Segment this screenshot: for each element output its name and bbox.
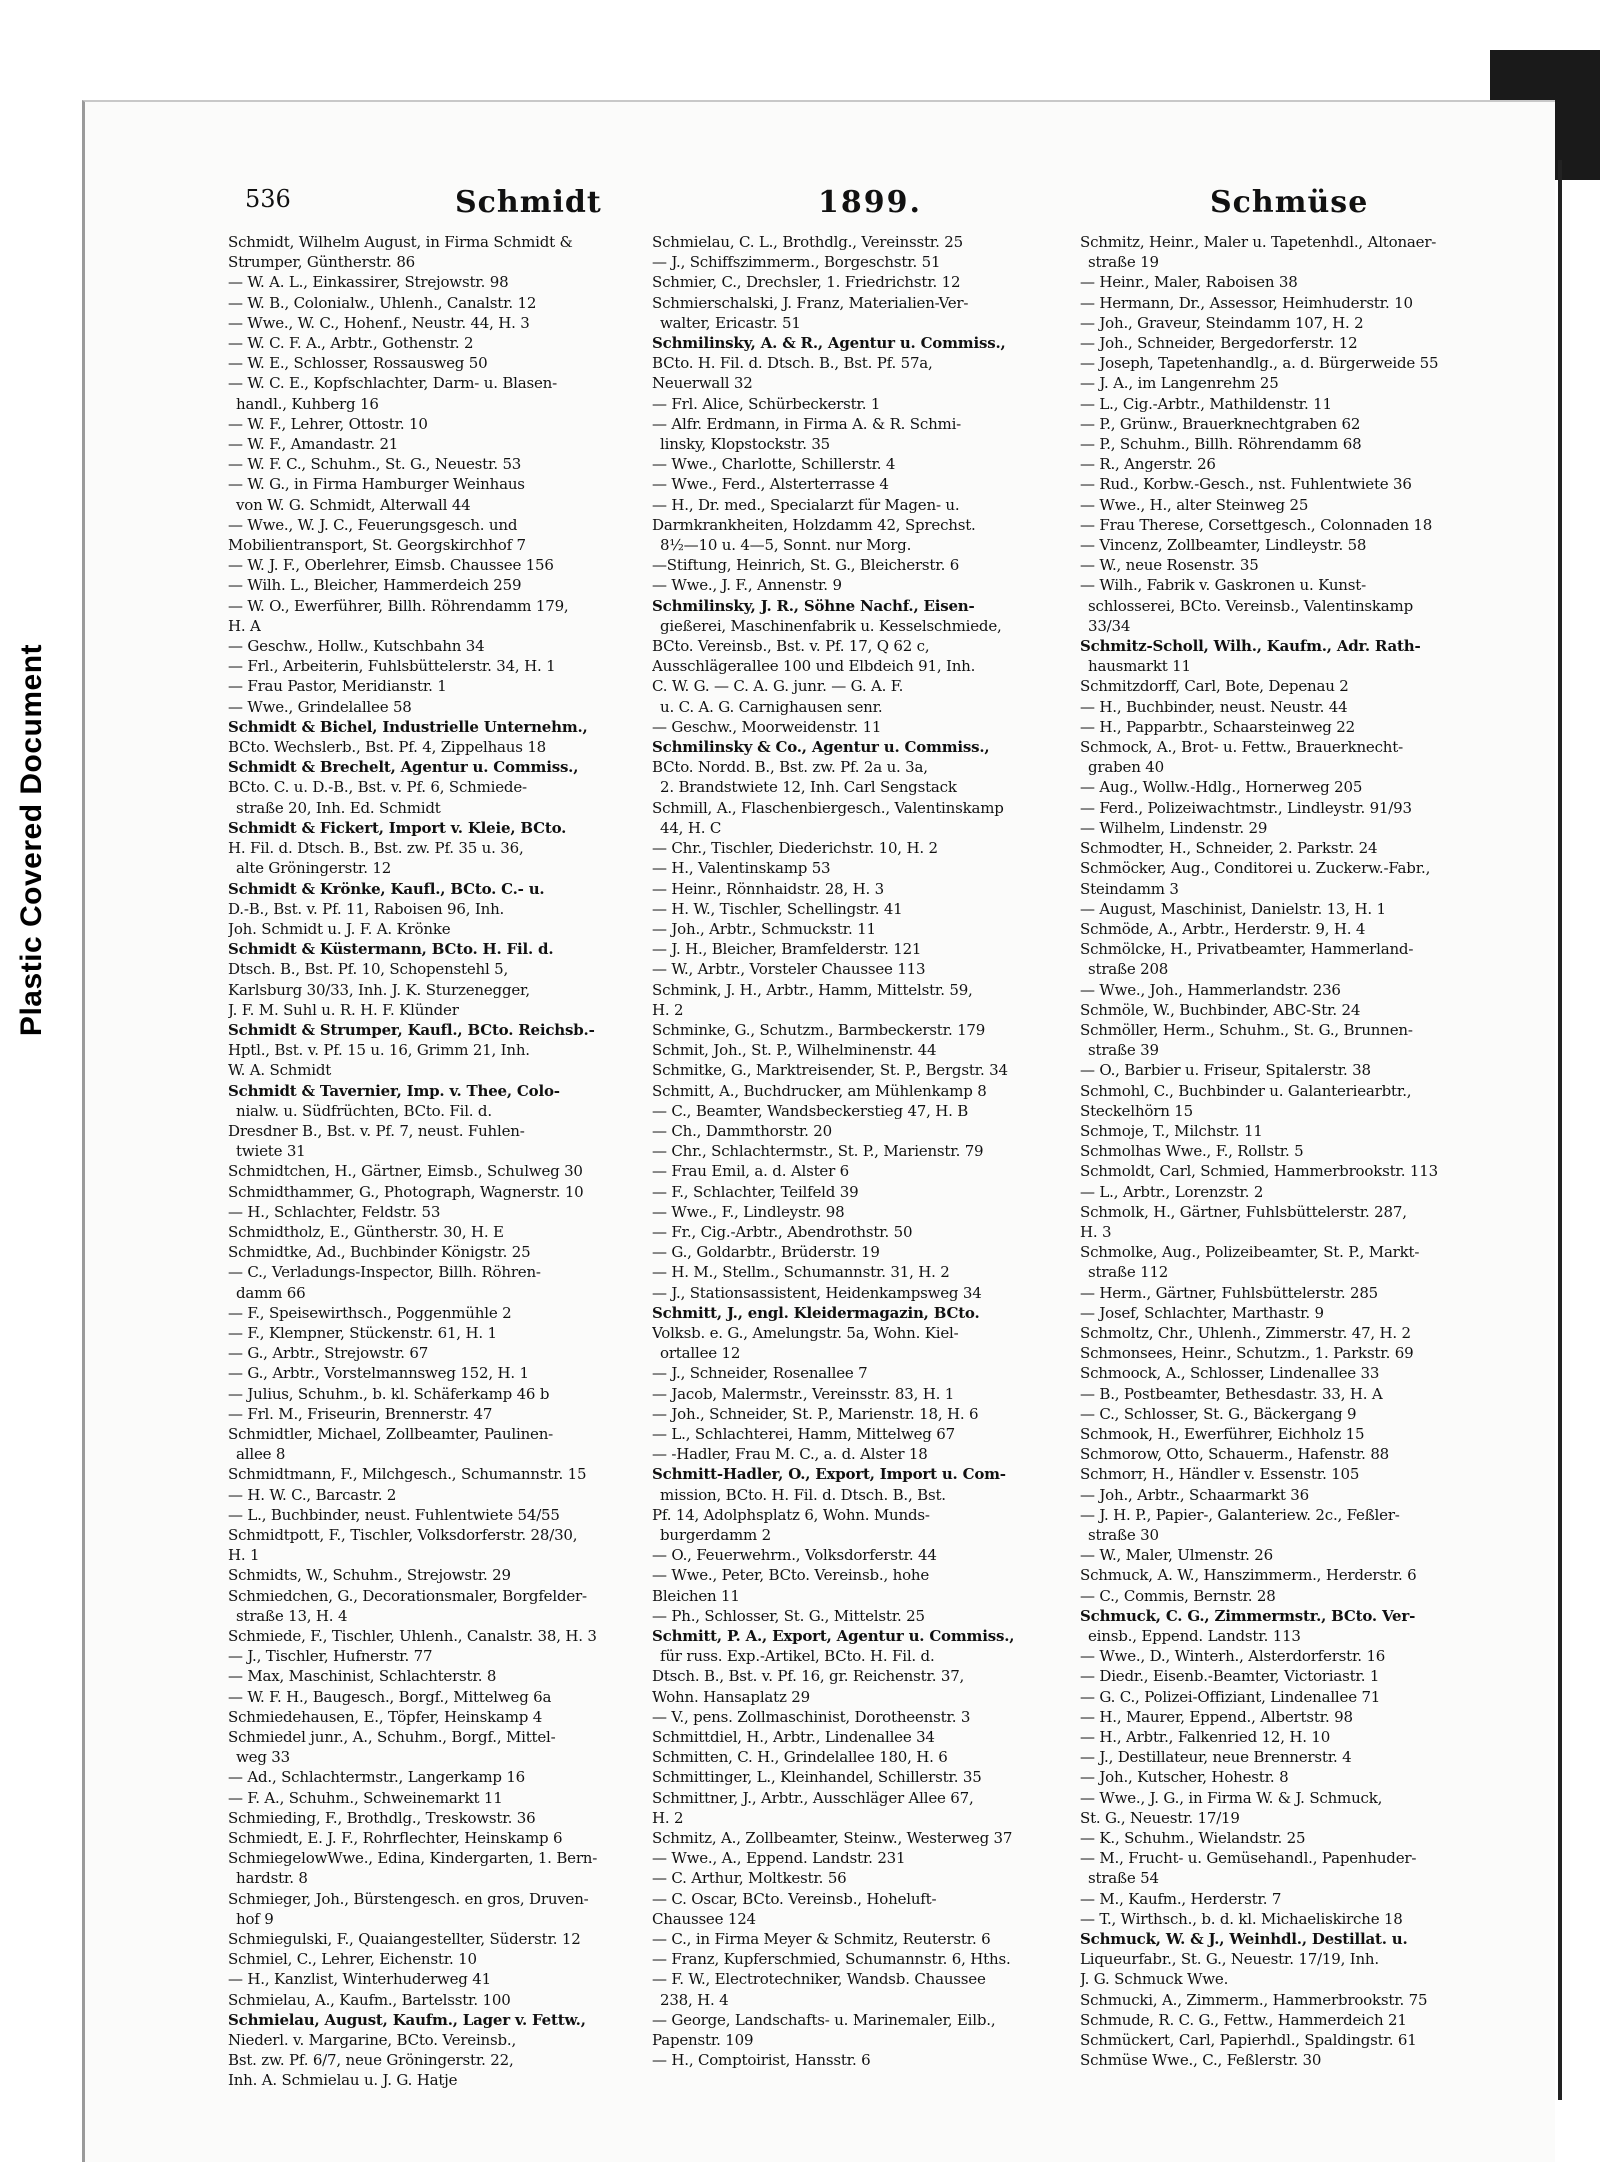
directory-entry-line: — -Hadler, Frau M. C., a. d. Alster 18 xyxy=(652,1445,928,1464)
directory-entry-firm: Schmitt, P. A., Export, Agentur u. Commiss., xyxy=(652,1627,1015,1646)
directory-entry-line: BCto. Vereinsb., Bst. v. Pf. 17, Q 62 c, xyxy=(652,637,930,656)
directory-entry-line: Schmidtler, Michael, Zollbeamter, Paulinen- xyxy=(228,1424,554,1443)
directory-entry-line: Schmöcker, Aug., Conditorei u. Zuckerw.-Fabr., xyxy=(1080,859,1431,878)
directory-entry-line: Karlsburg 30/33, Inh. J. K. Sturzenegger, xyxy=(228,980,530,999)
directory-entry-line: Schmidthammer, G., Photograph, Wagnerstr. 10 xyxy=(228,1182,584,1201)
directory-entry-line: Schmude, R. C. G., Fettw., Hammerdeich 21 xyxy=(1080,2010,1407,2029)
directory-entry-line: — Wwe., Ferd., Alsterterrasse 4 xyxy=(652,475,889,494)
directory-entry-line: — Wwe., Grindelallee 58 xyxy=(228,697,412,716)
directory-entry-line: — H. W., Tischler, Schellingstr. 41 xyxy=(652,899,903,918)
directory-entry-line: einsb., Eppend. Landstr. 113 xyxy=(1088,1627,1301,1646)
directory-entry-line: — Wwe., F., Lindleystr. 98 xyxy=(652,1202,845,1221)
directory-entry-line: — Wwe., H., alter Steinweg 25 xyxy=(1080,495,1309,514)
directory-entry-line: Schmiel, C., Lehrer, Eichenstr. 10 xyxy=(228,1950,477,1969)
directory-entry-line: — H., Dr. med., Specialarzt für Magen- u. xyxy=(652,495,960,514)
directory-entry-line: — C., Verladungs-Inspector, Billh. Röhren- xyxy=(228,1263,541,1282)
directory-entry-line: — F. A., Schuhm., Schweinemarkt 11 xyxy=(228,1788,503,1807)
directory-entry-line: — V., pens. Zollmaschinist, Dorotheenstr. 3 xyxy=(652,1707,971,1726)
directory-entry-line: Bst. zw. Pf. 6/7, neue Gröningerstr. 22, xyxy=(228,2051,514,2070)
directory-entry-line: Schmöle, W., Buchbinder, ABC-Str. 24 xyxy=(1080,1000,1361,1019)
directory-entry-line: — W., Maler, Ulmenstr. 26 xyxy=(1080,1546,1273,1565)
directory-entry-line: — B., Postbeamter, Bethesdastr. 33, H. A xyxy=(1080,1384,1383,1403)
directory-entry-line: Schmorow, Otto, Schauerm., Hafenstr. 88 xyxy=(1080,1445,1390,1464)
directory-column-2 xyxy=(652,232,1092,2112)
directory-entry-line: BCto. H. Fil. d. Dtsch. B., Bst. Pf. 57a, xyxy=(652,354,933,373)
directory-entry-line: für russ. Exp.-Artikel, BCto. H. Fil. d. xyxy=(660,1647,935,1666)
directory-entry-line: — F., Speisewirthsch., Poggenmühle 2 xyxy=(228,1303,512,1322)
directory-entry-line: Schmitke, G., Marktreisender, St. P., Bergstr. 34 xyxy=(652,1061,1008,1080)
directory-entry-line: Schmoltz, Chr., Uhlenh., Zimmerstr. 47, H. 2 xyxy=(1080,1323,1411,1342)
directory-entry-line: — L., Buchbinder, neust. Fuhlentwiete 54/55 xyxy=(228,1505,560,1524)
directory-entry-line: straße 13, H. 4 xyxy=(236,1606,348,1625)
directory-entry-line: — Hermann, Dr., Assessor, Heimhuderstr. 10 xyxy=(1080,293,1413,312)
directory-entry-line: straße 20, Inh. Ed. Schmidt xyxy=(236,798,441,817)
directory-entry-line: — W., neue Rosenstr. 35 xyxy=(1080,556,1259,575)
directory-entry-line: — P., Schuhm., Billh. Röhrendamm 68 xyxy=(1080,435,1362,454)
directory-entry-line: straße 39 xyxy=(1088,1041,1159,1060)
directory-entry-line: Bleichen 11 xyxy=(652,1586,740,1605)
directory-entry-line: Schmittner, J., Arbtr., Ausschläger Allee 67, xyxy=(652,1788,974,1807)
directory-entry-line: Wohn. Hansaplatz 29 xyxy=(652,1687,810,1706)
directory-entry-line: 44, H. C xyxy=(660,818,722,837)
directory-entry-line: — Geschw., Hollw., Kutschbahn 34 xyxy=(228,637,485,656)
directory-entry-line: Schmohl, C., Buchbinder u. Galanteriearbtr., xyxy=(1080,1081,1412,1100)
directory-entry-line: Schmill, A., Flaschenbiergesch., Valentinskamp xyxy=(652,798,1004,817)
page-header xyxy=(160,185,1510,225)
directory-entry-line: — H., Buchbinder, neust. Neustr. 44 xyxy=(1080,697,1348,716)
directory-entry-line: — T., Wirthsch., b. d. kl. Michaeliskirche 18 xyxy=(1080,1909,1403,1928)
directory-entry-line: — Wwe., J. F., Annenstr. 9 xyxy=(652,576,842,595)
directory-entry-line: — H., Kanzlist, Winterhuderweg 41 xyxy=(228,1970,491,1989)
directory-entry-firm: Schmidt & Strumper, Kaufl., BCto. Reichsb.- xyxy=(228,1020,595,1039)
directory-entry-line: mission, BCto. H. Fil. d. Dtsch. B., Bst. xyxy=(660,1485,946,1504)
directory-entry-line: twiete 31 xyxy=(236,1142,306,1161)
directory-entry-line: — Joseph, Tapetenhandlg., a. d. Bürgerweide 55 xyxy=(1080,354,1439,373)
directory-entry-line: — Wwe., A., Eppend. Landstr. 231 xyxy=(652,1849,906,1868)
directory-entry-line: — W. F., Lehrer, Ottostr. 10 xyxy=(228,414,428,433)
directory-entry-line: Neuerwall 32 xyxy=(652,374,753,393)
directory-entry-line: — K., Schuhm., Wielandstr. 25 xyxy=(1080,1829,1306,1848)
directory-entry-line: Schmuck, A. W., Hanszimmerm., Herderstr. 6 xyxy=(1080,1566,1417,1585)
directory-entry-line: straße 112 xyxy=(1088,1263,1169,1282)
directory-entry-line: Schmiedehausen, E., Töpfer, Heinskamp 4 xyxy=(228,1707,543,1726)
directory-entry-line: ortallee 12 xyxy=(660,1344,741,1363)
directory-entry-line: Schmiedchen, G., Decorationsmaler, Borgfelder- xyxy=(228,1586,587,1605)
directory-entry-line: Schmückert, Carl, Papierhdl., Spaldingstr. 61 xyxy=(1080,2031,1417,2050)
directory-entry-firm: Schmitt-Hadler, O., Export, Import u. Com- xyxy=(652,1465,1006,1484)
directory-entry-line: Schmierschalski, J. Franz, Materialien-Ver- xyxy=(652,293,969,312)
directory-entry-line: Schmiedt, E. J. F., Rohrflechter, Heinskamp 6 xyxy=(228,1829,563,1848)
directory-entry-line: Schmonsees, Heinr., Schutzm., 1. Parkstr. 69 xyxy=(1080,1344,1414,1363)
directory-entry-line: — C., Beamter, Wandsbeckerstieg 47, H. B xyxy=(652,1101,969,1120)
directory-entry-line: — J. H. P., Papier-, Galanteriew. 2c., Feßler- xyxy=(1080,1505,1400,1524)
directory-entry-line: Schmitz, Heinr., Maler u. Tapetenhdl., Altonaer- xyxy=(1080,233,1437,251)
directory-column-1 xyxy=(228,232,668,2112)
directory-entry-line: Schmier, C., Drechsler, 1. Friedrichstr. 12 xyxy=(652,273,961,292)
directory-entry-line: SchmiegelowWwe., Edina, Kindergarten, 1. Bern- xyxy=(228,1849,598,1868)
directory-entry-line: — J., Tischler, Hufnerstr. 77 xyxy=(228,1647,433,1666)
directory-entry-line: — W. F. H., Baugesch., Borgf., Mittelweg 6a xyxy=(228,1687,552,1706)
directory-entry-line: — C., in Firma Meyer & Schmitz, Reuterstr. 6 xyxy=(652,1930,991,1949)
directory-entry-line: H. Fil. d. Dtsch. B., Bst. zw. Pf. 35 u. 36, xyxy=(228,839,524,858)
directory-entry-firm: Schmidt & Tavernier, Imp. v. Thee, Colo- xyxy=(228,1081,560,1100)
directory-entry-line: Schmieding, F., Brothdlg., Treskowstr. 36 xyxy=(228,1808,536,1827)
directory-entry-line: Dtsch. B., Bst. v. Pf. 16, gr. Reichenstr. 37, xyxy=(652,1667,965,1686)
directory-entry-line: — Joh., Kutscher, Hohestr. 8 xyxy=(1080,1768,1289,1787)
directory-entry-line: — M., Frucht- u. Gemüsehandl., Papenhuder- xyxy=(1080,1849,1417,1868)
directory-entry-line: Schmitz, A., Zollbeamter, Steinw., Westerweg 37 xyxy=(652,1829,1013,1848)
directory-entry-line: Schmittinger, L., Kleinhandel, Schillerstr. 35 xyxy=(652,1768,982,1787)
directory-entry-line: — H., Schlachter, Feldstr. 53 xyxy=(228,1202,441,1221)
directory-entry-line: — Herm., Gärtner, Fuhlsbüttelerstr. 285 xyxy=(1080,1283,1379,1302)
directory-entry-line: — H., Papparbtr., Schaarsteinweg 22 xyxy=(1080,717,1355,736)
directory-entry-firm: Schmitz-Scholl, Wilh., Kaufm., Adr. Rath- xyxy=(1080,637,1421,656)
directory-entry-line: Steindamm 3 xyxy=(1080,879,1179,898)
directory-entry-line: — C. Arthur, Moltkestr. 56 xyxy=(652,1869,847,1888)
directory-entry-line: — G., Goldarbtr., Brüderstr. 19 xyxy=(652,1243,880,1262)
directory-entry-line: Schmidtholz, E., Güntherstr. 30, H. E xyxy=(228,1222,504,1241)
directory-entry-line: — G., Arbtr., Strejowstr. 67 xyxy=(228,1344,429,1363)
directory-entry-line: handl., Kuhberg 16 xyxy=(236,394,379,413)
directory-entry-line: — Frau Therese, Corsettgesch., Colonnaden 18 xyxy=(1080,515,1433,534)
directory-entry-line: — Wwe., D., Winterh., Alsterdorferstr. 16 xyxy=(1080,1647,1386,1666)
directory-entry-line: Schmolhas Wwe., F., Rollstr. 5 xyxy=(1080,1142,1304,1161)
directory-entry-line: — W. A. L., Einkassirer, Strejowstr. 98 xyxy=(228,273,509,292)
directory-entry-line: Schmöde, A., Arbtr., Herderstr. 9, H. 4 xyxy=(1080,919,1366,938)
directory-entry-line: — F. W., Electrotechniker, Wandsb. Chaussee xyxy=(652,1970,986,1989)
directory-entry-line: C. W. G. — C. A. G. junr. — G. A. F. xyxy=(652,677,904,696)
directory-entry-line: Inh. A. Schmielau u. J. G. Hatje xyxy=(228,2071,458,2090)
directory-entry-line: — J., Schiffszimmerm., Borgeschstr. 51 xyxy=(652,253,941,272)
directory-entry-line: — O., Feuerwehrm., Volksdorferstr. 44 xyxy=(652,1546,937,1565)
directory-entry-line: Schmöller, Herm., Schuhm., St. G., Brunnen- xyxy=(1080,1020,1413,1039)
directory-entry-line: gießerei, Maschinenfabrik u. Kesselschmiede, xyxy=(660,616,1002,635)
directory-entry-line: — George, Landschafts- u. Marinemaler, Eilb., xyxy=(652,2010,996,2029)
directory-entry-line: — W., Arbtr., Vorsteler Chaussee 113 xyxy=(652,960,926,979)
directory-entry-line: — M., Kaufm., Herderstr. 7 xyxy=(1080,1889,1282,1908)
directory-entry-line: 33/34 xyxy=(1088,616,1131,635)
directory-entry-line: — R., Angerstr. 26 xyxy=(1080,455,1216,474)
directory-entry-line: — H., Valentinskamp 53 xyxy=(652,859,831,878)
directory-entry-line: — L., Schlachterei, Hamm, Mittelweg 67 xyxy=(652,1424,955,1443)
directory-entry-line: — J., Stationsassistent, Heidenkampsweg 34 xyxy=(652,1283,982,1302)
directory-entry-line: — L., Cig.-Arbtr., Mathildenstr. 11 xyxy=(1080,394,1332,413)
directory-entry-line: — C., Commis, Bernstr. 28 xyxy=(1080,1586,1276,1605)
directory-entry-line: — Franz, Kupferschmied, Schumannstr. 6, Hths. xyxy=(652,1950,1011,1969)
directory-entry-line: Schmölcke, H., Privatbeamter, Hammerland- xyxy=(1080,940,1414,959)
directory-entry-line: — Frl. M., Friseurin, Brennerstr. 47 xyxy=(228,1404,493,1423)
directory-entry-line: — Fr., Cig.-Arbtr., Abendrothstr. 50 xyxy=(652,1222,913,1241)
directory-entry-line: — Aug., Wollw.-Hdlg., Hornerweg 205 xyxy=(1080,778,1363,797)
directory-entry-line: H. 3 xyxy=(1080,1222,1112,1241)
directory-entry-line: — Jacob, Malermstr., Vereinsstr. 83, H. 1 xyxy=(652,1384,955,1403)
directory-entry-line: Schmidtke, Ad., Buchbinder Königstr. 25 xyxy=(228,1243,531,1262)
directory-entry-line: — J. H., Bleicher, Bramfelderstr. 121 xyxy=(652,940,922,959)
directory-entry-line: — J., Schneider, Rosenallee 7 xyxy=(652,1364,868,1383)
directory-entry-line: — Diedr., Eisenb.-Beamter, Victoriastr. 1 xyxy=(1080,1667,1380,1686)
directory-entry-line: — W. G., in Firma Hamburger Weinhaus xyxy=(228,475,525,494)
directory-entry-line: Schmidtchen, H., Gärtner, Eimsb., Schulweg 30 xyxy=(228,1162,583,1181)
directory-entry-line: damm 66 xyxy=(236,1283,306,1302)
directory-entry-line: Ausschlägerallee 100 und Elbdeich 91, Inh. xyxy=(652,657,976,676)
directory-entry-line: D.-B., Bst. v. Pf. 11, Raboisen 96, Inh. xyxy=(228,899,505,918)
directory-entry-line: — Frl., Arbeiterin, Fuhlsbüttelerstr. 34, H. 1 xyxy=(228,657,556,676)
directory-entry-line: — Heinr., Maler, Raboisen 38 xyxy=(1080,273,1298,292)
directory-entry-line: Schmolke, Aug., Polizeibeamter, St. P., Markt- xyxy=(1080,1243,1420,1262)
directory-entry-line: Schmodter, H., Schneider, 2. Parkstr. 24 xyxy=(1080,839,1378,858)
directory-entry-line: BCto. C. u. D.-B., Bst. v. Pf. 6, Schmiede- xyxy=(228,778,527,797)
directory-entry-line: Liqueurfabr., St. G., Neuestr. 17/19, Inh. xyxy=(1080,1950,1379,1969)
directory-entry-line: — C. Oscar, BCto. Vereinsb., Hoheluft- xyxy=(652,1889,937,1908)
directory-entry-line: — Joh., Schneider, St. P., Marienstr. 18, H. 6 xyxy=(652,1404,979,1423)
directory-entry-line: — G. C., Polizei-Offiziant, Lindenallee 71 xyxy=(1080,1687,1381,1706)
directory-entry-line: — Wilhelm, Lindenstr. 29 xyxy=(1080,818,1268,837)
directory-entry-line: — W. E., Schlosser, Rossausweg 50 xyxy=(228,354,488,373)
directory-entry-line: nialw. u. Südfrüchten, BCto. Fil. d. xyxy=(236,1101,492,1120)
directory-entry-line: Schmiedel junr., A., Schuhm., Borgf., Mittel- xyxy=(228,1728,556,1747)
directory-entry-firm: Schmidt & Küstermann, BCto. H. Fil. d. xyxy=(228,940,554,959)
directory-entry-line: Schmolk, H., Gärtner, Fuhlsbüttelerstr. 287, xyxy=(1080,1202,1407,1221)
directory-entry-line: Papenstr. 109 xyxy=(652,2031,754,2050)
directory-entry-line: BCto. Wechslerb., Bst. Pf. 4, Zippelhaus 18 xyxy=(228,738,547,757)
directory-entry-line: — Josef, Schlachter, Marthastr. 9 xyxy=(1080,1303,1324,1322)
directory-entry-line: — W. F., Amandastr. 21 xyxy=(228,435,399,454)
directory-entry-line: graben 40 xyxy=(1088,758,1164,777)
directory-entry-line: Schminke, G., Schutzm., Barmbeckerstr. 179 xyxy=(652,1020,986,1039)
directory-entry-line: Schmock, A., Brot- u. Fettw., Brauerknecht- xyxy=(1080,738,1403,757)
directory-entry-firm: Schmidt & Brechelt, Agentur u. Commiss., xyxy=(228,758,579,777)
directory-entry-line: — Frl. Alice, Schürbeckerstr. 1 xyxy=(652,394,881,413)
directory-entry-line: — Rud., Korbw.-Gesch., nst. Fuhlentwiete 36 xyxy=(1080,475,1412,494)
directory-entry-line: — Joh., Graveur, Steindamm 107, H. 2 xyxy=(1080,313,1364,332)
directory-entry-line: Schmink, J. H., Arbtr., Hamm, Mittelstr. 59, xyxy=(652,980,973,999)
directory-entry-line: Schmoje, T., Milchstr. 11 xyxy=(1080,1121,1263,1140)
page-edge-rule xyxy=(1558,160,1562,2100)
directory-entry-line: H. 2 xyxy=(652,1808,684,1827)
directory-entry-line: — W. O., Ewerführer, Billh. Röhrendamm 179, xyxy=(228,596,569,615)
directory-entry-line: — C., Schlosser, St. G., Bäckergang 9 xyxy=(1080,1404,1357,1423)
directory-entry-line: straße 54 xyxy=(1088,1869,1159,1888)
directory-entry-line: — Wwe., W. C., Hohenf., Neustr. 44, H. 3 xyxy=(228,313,530,332)
directory-entry-line: — H., Comptoirist, Hansstr. 6 xyxy=(652,2051,871,2070)
directory-entry-line: 2. Brandstwiete 12, Inh. Carl Sengstack xyxy=(660,778,957,797)
directory-entry-line: Schmidt, Wilhelm August, in Firma Schmidt & xyxy=(228,233,573,251)
directory-entry-line: Volksb. e. G., Amelungstr. 5a, Wohn. Kiel- xyxy=(652,1323,959,1342)
directory-entry-firm: Schmilinsky & Co., Agentur u. Commiss., xyxy=(652,738,990,757)
directory-entry-line: 238, H. 4 xyxy=(660,1990,729,2009)
directory-entry-line: — Ad., Schlachtermstr., Langerkamp 16 xyxy=(228,1768,526,1787)
directory-entry-line: — H. W. C., Barcastr. 2 xyxy=(228,1485,397,1504)
directory-entry-line: J. G. Schmuck Wwe. xyxy=(1080,1970,1229,1989)
directory-entry-line: — Geschw., Moorweidenstr. 11 xyxy=(652,717,882,736)
directory-entry-line: — Frau Pastor, Meridianstr. 1 xyxy=(228,677,447,696)
directory-entry-line: Schmucki, A., Zimmerm., Hammerbrookstr. 75 xyxy=(1080,1990,1428,2009)
directory-entry-line: Dresdner B., Bst. v. Pf. 7, neust. Fuhlen- xyxy=(228,1121,525,1140)
directory-entry-firm: Schmidt & Fickert, Import v. Kleie, BCto. xyxy=(228,818,567,837)
directory-entry-line: Schmieger, Joh., Bürstengesch. en gros, Druven- xyxy=(228,1889,589,1908)
directory-entry-line: — Julius, Schuhm., b. kl. Schäferkamp 46 b xyxy=(228,1384,550,1403)
directory-entry-line: — P., Grünw., Brauerknechtgraben 62 xyxy=(1080,414,1361,433)
directory-entry-line: — Chr., Tischler, Diederichstr. 10, H. 2 xyxy=(652,839,938,858)
directory-entry-line: u. C. A. G. Carnighausen senr. xyxy=(660,697,883,716)
directory-entry-line: Hptl., Bst. v. Pf. 15 u. 16, Grimm 21, Inh. xyxy=(228,1041,530,1060)
directory-entry-line: — W. J. F., Oberlehrer, Eimsb. Chaussee 156 xyxy=(228,556,554,575)
directory-entry-firm: Schmilinsky, A. & R., Agentur u. Commiss., xyxy=(652,334,1006,353)
directory-entry-firm: Schmuck, W. & J., Weinhdl., Destillat. u. xyxy=(1080,1930,1408,1949)
directory-entry-firm: Schmielau, August, Kaufm., Lager v. Fettw., xyxy=(228,2010,586,2029)
directory-entry-line: H. 1 xyxy=(228,1546,260,1565)
directory-entry-line: Schmitzdorff, Carl, Bote, Depenau 2 xyxy=(1080,677,1349,696)
header-year: 1899. xyxy=(818,185,922,220)
plastic-cover-label-text: Plastic Covered Document xyxy=(15,643,48,1037)
directory-entry-line: von W. G. Schmidt, Alterwall 44 xyxy=(236,495,471,514)
directory-entry-line: — Wilh. L., Bleicher, Hammerdeich 259 xyxy=(228,576,522,595)
directory-entry-line: straße 30 xyxy=(1088,1526,1159,1544)
directory-entry-line: Schmidtmann, F., Milchgesch., Schumannstr. 15 xyxy=(228,1465,587,1484)
directory-entry-line: 8½—10 u. 4—5, Sonnt. nur Morg. xyxy=(660,536,912,555)
directory-entry-line: Schmit, Joh., St. P., Wilhelminenstr. 44 xyxy=(652,1041,937,1060)
directory-column-3 xyxy=(1080,232,1500,2112)
directory-entry-line: schlosserei, BCto. Vereinsb., Valentinskamp xyxy=(1088,596,1413,615)
directory-entry-line: — W. F. C., Schuhm., St. G., Neuestr. 53 xyxy=(228,455,522,474)
directory-entry-line: — Ch., Dammthorstr. 20 xyxy=(652,1121,832,1140)
directory-entry-firm: Schmidt & Krönke, Kaufl., BCto. C.- u. xyxy=(228,879,545,898)
directory-entry-line: — H. M., Stellm., Schumannstr. 31, H. 2 xyxy=(652,1263,950,1282)
directory-entry-line: Darmkrankheiten, Holzdamm 42, Sprechst. xyxy=(652,515,976,534)
directory-entry-line: Schmielau, C. L., Brothdlg., Vereinsstr. 25 xyxy=(652,233,963,251)
directory-entry-line: hof 9 xyxy=(236,1909,274,1928)
directory-entry-line: Schmoldt, Carl, Schmied, Hammerbrookstr. 113 xyxy=(1080,1162,1438,1181)
directory-entry-line: Strumper, Güntherstr. 86 xyxy=(228,253,416,272)
directory-entry-line: W. A. Schmidt xyxy=(228,1061,332,1080)
directory-entry-line: St. G., Neuestr. 17/19 xyxy=(1080,1808,1240,1827)
directory-entry-line: — W. B., Colonialw., Uhlenh., Canalstr. 12 xyxy=(228,293,537,312)
directory-entry-firm: Schmidt & Bichel, Industrielle Unternehm., xyxy=(228,717,588,736)
header-left-title: Schmidt xyxy=(455,185,602,220)
directory-entry-line: — Wilh., Fabrik v. Gaskronen u. Kunst- xyxy=(1080,576,1366,595)
directory-entry-line: hardstr. 8 xyxy=(236,1869,308,1888)
directory-entry-line: Schmielau, A., Kaufm., Bartelsstr. 100 xyxy=(228,1990,511,2009)
directory-entry-firm: Schmitt, J., engl. Kleidermagazin, BCto. xyxy=(652,1303,980,1322)
page-number: 536 xyxy=(245,185,291,213)
directory-entry-line: Schmüse Wwe., C., Feßlerstr. 30 xyxy=(1080,2051,1322,2070)
directory-entry-line: weg 33 xyxy=(236,1748,290,1767)
directory-entry-line: — W. C. E., Kopfschlachter, Darm- u. Blasen- xyxy=(228,374,558,393)
directory-entry-line: Niederl. v. Margarine, BCto. Vereinsb., xyxy=(228,2031,517,2050)
directory-entry-line: — G., Arbtr., Vorstelmannsweg 152, H. 1 xyxy=(228,1364,529,1383)
directory-entry-line: Schmiegulski, F., Quaiangestellter, Süderstr. 12 xyxy=(228,1930,581,1949)
directory-entry-line: — F., Schlachter, Teilfeld 39 xyxy=(652,1182,859,1201)
directory-entry-line: allee 8 xyxy=(236,1445,286,1464)
directory-entry-line: Chaussee 124 xyxy=(652,1909,756,1928)
directory-entry-line: straße 208 xyxy=(1088,960,1169,979)
directory-entry-line: Mobilientransport, St. Georgskirchhof 7 xyxy=(228,536,526,555)
directory-entry-line: — August, Maschinist, Danielstr. 13, H. 1 xyxy=(1080,899,1386,918)
directory-entry-line: Steckelhörn 15 xyxy=(1080,1101,1193,1120)
directory-entry-line: — H., Arbtr., Falkenried 12, H. 10 xyxy=(1080,1728,1331,1747)
directory-entry-line: — Wwe., J. G., in Firma W. & J. Schmuck, xyxy=(1080,1788,1383,1807)
directory-entry-line: — Max, Maschinist, Schlachterstr. 8 xyxy=(228,1667,497,1686)
directory-entry-line: BCto. Nordd. B., Bst. zw. Pf. 2a u. 3a, xyxy=(652,758,928,777)
directory-entry-line: —Stiftung, Heinrich, St. G., Bleicherstr. 6 xyxy=(652,556,960,575)
directory-entry-line: — Wwe., Peter, BCto. Vereinsb., hohe xyxy=(652,1566,930,1585)
directory-entry-line: — Chr., Schlachtermstr., St. P., Marienstr. 79 xyxy=(652,1142,984,1161)
directory-entry-line: Schmorr, H., Händler v. Essenstr. 105 xyxy=(1080,1465,1360,1484)
directory-entry-line: — J. A., im Langenrehm 25 xyxy=(1080,374,1279,393)
directory-entry-line: Dtsch. B., Bst. Pf. 10, Schopenstehl 5, xyxy=(228,960,509,979)
directory-entry-line: Schmittdiel, H., Arbtr., Lindenallee 34 xyxy=(652,1728,935,1747)
directory-entry-line: — Ferd., Polizeiwachtmstr., Lindleystr. 91/93 xyxy=(1080,798,1412,817)
directory-entry-line: burgerdamm 2 xyxy=(660,1526,771,1544)
directory-entry-line: H. A xyxy=(228,616,261,635)
directory-entry-line: Pf. 14, Adolphsplatz 6, Wohn. Munds- xyxy=(652,1505,930,1524)
directory-entry-line: Schmoock, A., Schlosser, Lindenallee 33 xyxy=(1080,1364,1380,1383)
directory-entry-line: Schmitten, C. H., Grindelallee 180, H. 6 xyxy=(652,1748,948,1767)
directory-entry-line: hausmarkt 11 xyxy=(1088,657,1191,676)
directory-entry-line: H. 2 xyxy=(652,1000,684,1019)
directory-entry-line: — L., Arbtr., Lorenzstr. 2 xyxy=(1080,1182,1264,1201)
directory-entry-line: straße 19 xyxy=(1088,253,1159,272)
directory-entry-line: Schmiede, F., Tischler, Uhlenh., Canalstr. 38, H. 3 xyxy=(228,1627,597,1646)
header-right-title: Schmüse xyxy=(1210,185,1369,220)
directory-entry-line: — Joh., Arbtr., Schmuckstr. 11 xyxy=(652,919,876,938)
directory-entry-line: — J., Destillateur, neue Brennerstr. 4 xyxy=(1080,1748,1352,1767)
directory-entry-firm: Schmilinsky, J. R., Söhne Nachf., Eisen- xyxy=(652,596,975,615)
directory-entry-line: linsky, Klopstockstr. 35 xyxy=(660,435,831,454)
directory-entry-line: walter, Ericastr. 51 xyxy=(660,313,801,332)
directory-entry-firm: Schmuck, C. G., Zimmermstr., BCto. Ver- xyxy=(1080,1606,1416,1625)
directory-entry-line: — Frau Emil, a. d. Alster 6 xyxy=(652,1162,849,1181)
directory-entry-line: — Heinr., Rönnhaidstr. 28, H. 3 xyxy=(652,879,885,898)
directory-entry-line: — H., Maurer, Eppend., Albertstr. 98 xyxy=(1080,1707,1353,1726)
directory-entry-line: — Joh., Arbtr., Schaarmarkt 36 xyxy=(1080,1485,1309,1504)
directory-entry-line: Joh. Schmidt u. J. F. A. Krönke xyxy=(228,919,451,938)
directory-entry-line: Schmook, H., Ewerführer, Eichholz 15 xyxy=(1080,1424,1365,1443)
directory-entry-line: — Wwe., Charlotte, Schillerstr. 4 xyxy=(652,455,896,474)
directory-entry-line: alte Gröningerstr. 12 xyxy=(236,859,392,878)
directory-entry-line: — Joh., Schneider, Bergedorferstr. 12 xyxy=(1080,334,1358,353)
directory-entry-line: — Ph., Schlosser, St. G., Mittelstr. 25 xyxy=(652,1606,925,1625)
directory-entry-line: — Wwe., Joh., Hammerlandstr. 236 xyxy=(1080,980,1341,999)
directory-entry-line: — O., Barbier u. Friseur, Spitalerstr. 38 xyxy=(1080,1061,1371,1080)
directory-entry-line: — W. C. F. A., Arbtr., Gothenstr. 2 xyxy=(228,334,474,353)
directory-entry-line: Schmidtpott, F., Tischler, Volksdorferstr. 28/30, xyxy=(228,1526,578,1544)
plastic-cover-label xyxy=(2,560,62,1120)
directory-entry-line: — Vincenz, Zollbeamter, Lindleystr. 58 xyxy=(1080,536,1367,555)
directory-entry-line: — Wwe., W. J. C., Feuerungsgesch. und xyxy=(228,515,518,534)
directory-entry-line: — F., Klempner, Stückenstr. 61, H. 1 xyxy=(228,1323,497,1342)
directory-entry-line: Schmitt, A., Buchdrucker, am Mühlenkamp 8 xyxy=(652,1081,987,1100)
directory-entry-line: Schmidts, W., Schuhm., Strejowstr. 29 xyxy=(228,1566,511,1585)
directory-entry-line: — Alfr. Erdmann, in Firma A. & R. Schmi- xyxy=(652,414,962,433)
directory-entry-line: J. F. M. Suhl u. R. H. F. Klünder xyxy=(228,1000,459,1019)
